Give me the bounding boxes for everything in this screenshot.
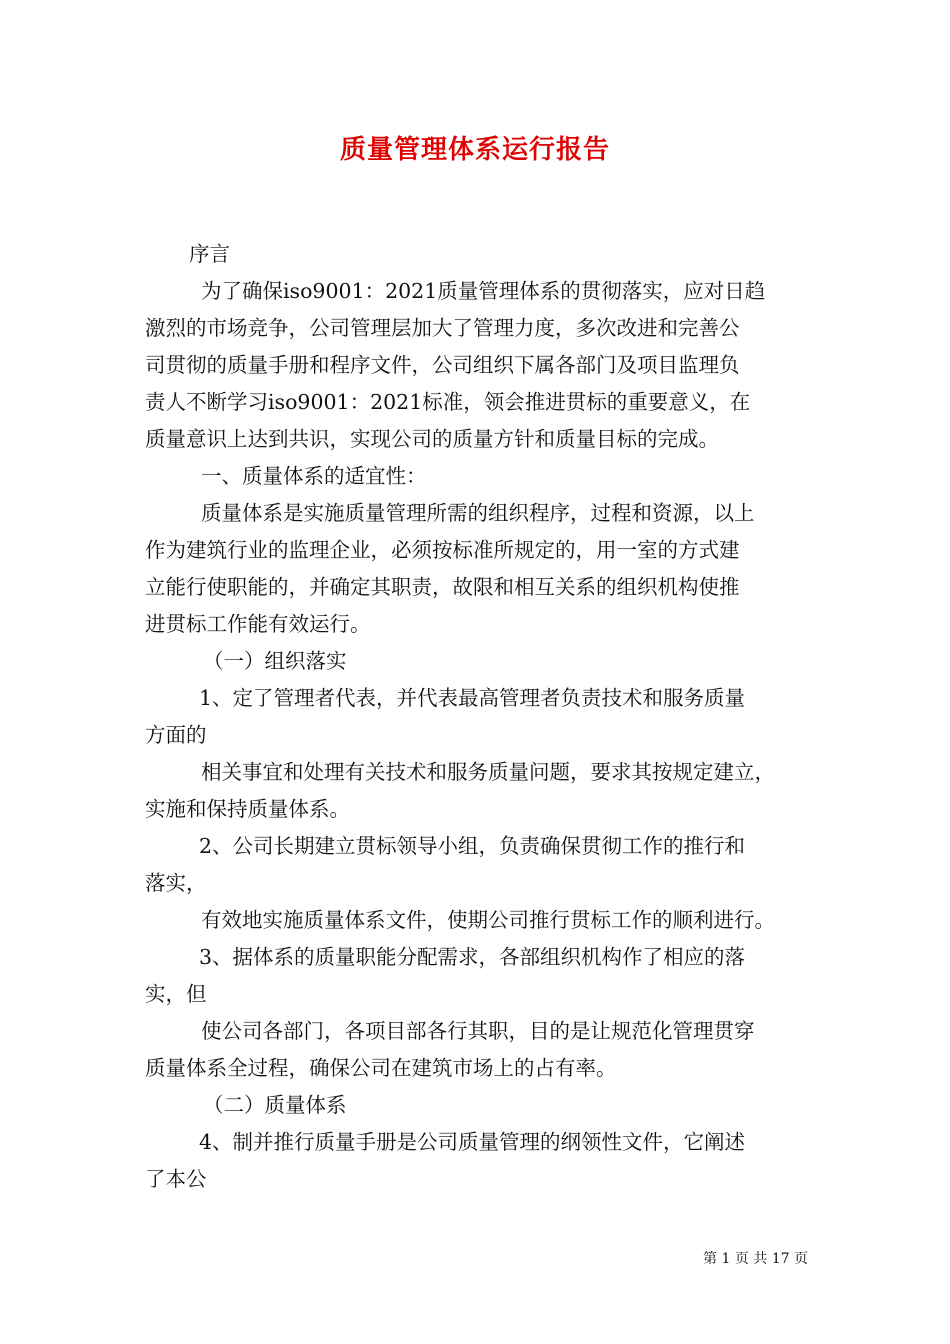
list-item-line: 落实， [145,871,207,895]
document-body [145,236,811,1198]
paragraph-line: 有效地实施质量体系文件，使期公司推行贯标工作的顺利进行。 [201,908,775,932]
subsection-heading: （一）组织落实 [203,649,347,673]
paragraph-line: 使公司各部门，各项目部各行其职，目的是让规范化管理贯穿 [201,1019,755,1043]
list-item-line: 实，但 [145,982,207,1006]
list-item-line: 3、据体系的质量职能分配需求，各部组织机构作了相应的落 [199,945,746,969]
paragraph-line: 相关事宜和处理有关技术和服务质量问题，要求其按规定建立， [201,760,775,784]
list-item-line: 2、公司长期建立贯标领导小组，负责确保贯彻工作的推行和 [199,834,746,858]
paragraph-line: 进贯标工作能有效运行。 [145,612,371,636]
paragraph-line: 立能行使职能的，并确定其职责，故限和相互关系的组织机构使推 [145,575,740,599]
paragraph-line: 质量意识上达到共识，实现公司的质量方针和质量目标的完成。 [145,427,719,451]
paragraph-line: 质量体系全过程，确保公司在建筑市场上的占有率。 [145,1056,617,1080]
list-item-line: 方面的 [145,723,207,747]
paragraph-line: 质量体系是实施质量管理所需的组织程序，过程和资源，以上 [201,501,755,525]
list-item-line: 4、制并推行质量手册是公司质量管理的纲领性文件，它阐述 [199,1130,746,1154]
paragraph-line: 激烈的市场竞争，公司管理层加大了管理力度，多次改进和完善公 [145,316,740,340]
paragraph-line: 实施和保持质量体系。 [145,797,350,821]
subsection-heading: （二）质量体系 [203,1093,347,1117]
paragraph-line: 司贯彻的质量手册和程序文件，公司组织下属各部门及项目监理负 [145,353,740,377]
paragraph-line: 责人不断学习iso9001：2021标准，领会推进贯标的重要意义，在 [145,390,751,414]
document-title: 质量管理体系运行报告 [339,135,610,165]
list-item-line: 1、定了管理者代表，并代表最高管理者负责技术和服务质量 [199,686,746,710]
section-heading: 一、质量体系的适宜性： [201,464,427,488]
preface-heading: 序言 [189,242,230,266]
page-number-footer: 第 1 页 共 17 页 [703,1251,808,1267]
paragraph-line: 为了确保iso9001：2021质量管理体系的贯彻落实，应对日趋 [201,279,766,303]
paragraph-line: 作为建筑行业的监理企业，必须按标准所规定的，用一室的方式建 [145,538,740,562]
list-item-line: 了本公 [145,1167,207,1191]
